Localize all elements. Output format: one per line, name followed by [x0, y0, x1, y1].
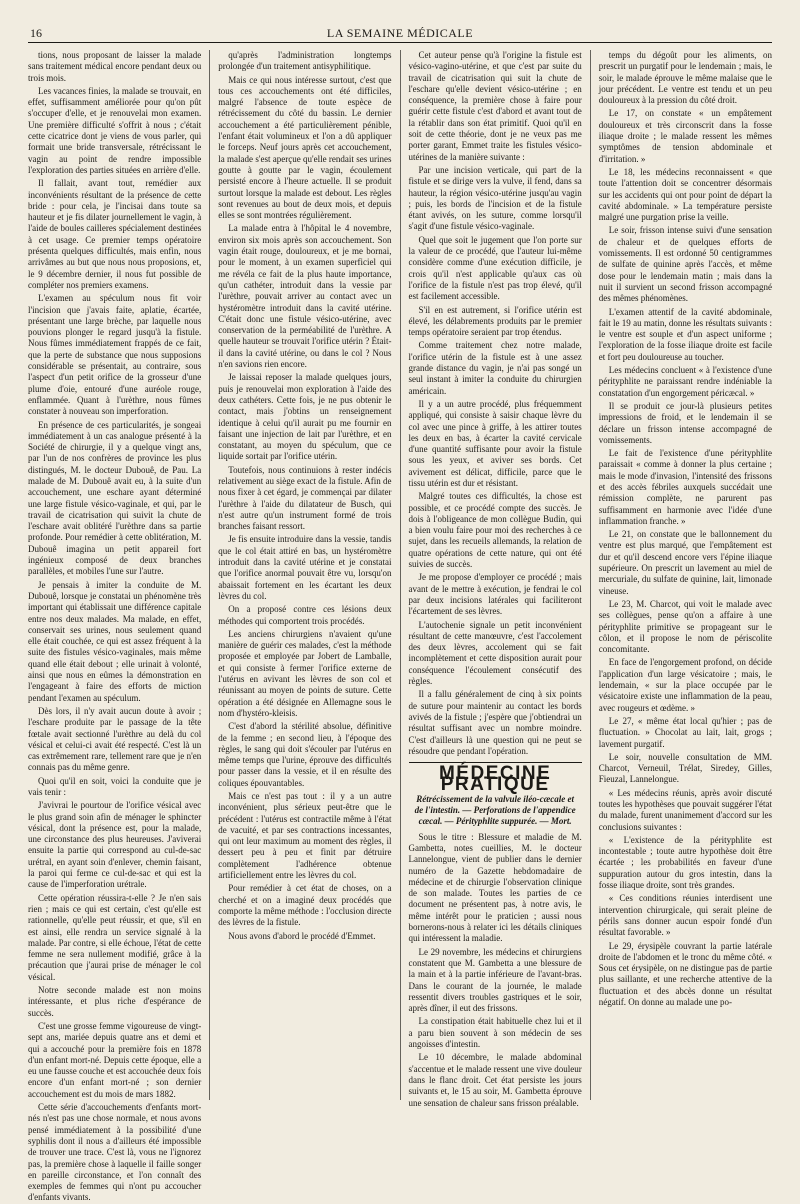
- paragraph: Les anciens chirurgiens n'avaient qu'une manière de guérir ces malades, c'est la méthode proposée et employée par Jobert de Lamballe, et qui consiste à fermer l'orifice externe de l'utérus en avivant les lèvres de son col et réunissant au moyen de points de suture. Cette opération a été désignée en Allemagne sous le nom d'hystéro-kleisis.: [218, 628, 392, 718]
- paragraph: Le 18, les médecins reconnaissent « que toute l'attention doit se concentrer désormais sur les accidents qui ont pour point de départ la cavité abdominale. » La température persiste malgré une purgation prise la veille.: [598, 166, 772, 223]
- paragraph: temps du dégoût pour les aliments, on prescrit un purgatif pour le lendemain ; mais, le soir, le malade éprouve le même malaise que le jour précédent. Le ventre est tendu et un peu douloureux à la pression du côté droit.: [598, 50, 772, 106]
- paragraph: Je me propose d'employer ce procédé ; mais avant de le mettre à exécution, je fendrai le col par deux incisions latérales qui faciliteront l'écartement de ses lèvres.: [408, 572, 582, 617]
- paragraph: Je fis ensuite introduire dans la vessie, tandis que le col était attiré en bas, un hystéromètre introduit dans la cavité utérine et je constatai que l'orifice anormal pouvait être vu, lorsqu'on abaissait fortement en les écartant les deux lèvres du col.: [218, 534, 392, 601]
- column-divider: [400, 50, 401, 1100]
- paragraph: Mais ce qui nous intéresse surtout, c'est que tous ces accouchements ont été difficiles, malgré l'absence de toute espèce de rétrécissement du côté du bassin. Le dernier accouchement a été particulièrement pénible, l'enfant était volumineux et l'on a dû appliquer le forceps. Neuf jours après cet accouchement, la malade s'est aperçue qu'elle rendait ses urines goutte à goutte par le vagin, écoulement persisté encore à l'heure actuelle. Il se produit surtout lorsque la malade est debout. Les règles sont revenues au bout de deux mois, et depuis elles se sont montrées régulièrement.: [218, 74, 392, 221]
- paragraph: Pour remédier à cet état de choses, on a cherché et on a imaginé deux procédés que comporte la même méthode : l'occlusion directe des lèvres de la fistule.: [218, 883, 392, 928]
- paragraph: Il a fallu généralement de cinq à six points de suture pour maintenir au contact les bords avivés de la fistule ; j'espère que j'obtiendrai un résultat suffisant avec un nombre moindre. C'est d'ailleurs là une question qui ne peut se résoudre que pendant l'opération.: [408, 689, 582, 756]
- paragraph: J'avivrai le pourtour de l'orifice vésical avec le plus grand soin afin de ménager le sphincter vésical, dont la présence est, pour la malade, une circonstance des plus heureuses. J'aviverai ensuite la partie qui correspond au cul-de-sac urétral, en ayant soin d'enlever, chemin faisant, la paroi qui ferme ce cul-de-sac et qui est la cause de l'imperforation urétrale.: [28, 800, 202, 890]
- header-rule: [28, 42, 772, 43]
- paragraph: L'autochenie signale un petit inconvénient résultant de cette manœuvre, c'est l'accolement des deux lèvres, accolement qui se fait incomplètement et cette disposition aurait pour conséquence l'écoulement consécutif des règles.: [408, 619, 582, 687]
- paragraph: La constipation était habituelle chez lui et il a paru bien souvent à son médecin de ses angoisses d'intestin.: [408, 1016, 582, 1050]
- column-4: [599, 50, 772, 1100]
- paragraph: Je laissai reposer la malade quelques jours, puis je renouvelai mon exploration à l'aide des deux cathéters. Cette fois, je ne pus obtenir le contact, mais j'obtins un renseignement identique à celui qu'il aurait pu me fournir en faisant une injection de lait par l'urèthre, et en constatant, au moyen du spéculum, que ce liquide sortait par l'orifice utérin.: [218, 372, 392, 462]
- paragraph: « Ces conditions réunies interdisent une intervention chirurgicale, qui serait pleine de périls sans donner aucun espoir fondé d'un résultat favorable. »: [598, 893, 772, 938]
- paragraph: qu'après l'administration longtemps prolongée d'un traitement antisyphilitique.: [218, 50, 392, 72]
- paragraph: Le 29, érysipèle couvrant la partie latérale droite de l'abdomen et le tronc du même côté. « Sous cet érysipèle, on ne distingue pas de partie plus saillante, et une recherche attentive de la fluctuation et des abcès donne un résultat négatif. On donne au malade une po-: [598, 940, 772, 1008]
- paragraph: Les vacances finies, la malade se trouvait, en effet, suffisamment améliorée pour qu'on pût s'occuper d'elle, et je renouvelai mon examen. Une première difficulté s'offrit à nous ; c'était cette cicatrice dont je viens de vous parler, qui formait une bride transversale, rétrécissant le vagin au point de rendre impossible l'exploration des parties situées en arrière d'elle.: [28, 85, 202, 175]
- paragraph: C'est une grosse femme vigoureuse de vingt-sept ans, mariée depuis quatre ans et demi et qui a accouché pour la première fois en 1878 d'un enfant mort-né. Depuis cette époque, elle a eu une fausse couche et est accouchée deux fois encore d'un enfant mort-né ; son dernier accouchement est du mois de mars 1882.: [28, 1020, 202, 1099]
- paragraph: S'il en est autrement, si l'orifice utérin est élevé, les délabrements produits par le premier temps opératoire seraient par trop étendus.: [408, 304, 582, 338]
- paragraph: Toutefois, nous continuions à rester indécis relativement au siège exact de la fistule. Afin de nous fixer à cet égard, je commençai par dilater l'urèthre à l'aide du dilatateur de Busch, qui n'est autre qu'un instrument formé de trois branches faisant ressort.: [218, 464, 392, 532]
- column-1: [28, 50, 202, 1203]
- paragraph: Cette opération réussira-t-elle ? Je n'en sais rien ; mais ce qui est certain, c'est qu'elle est rationnelle, qu'elle peut réussir, et que, s'il en est ainsi, elle rendra un service signalé à la malade. Par contre, si elle échoue, l'état de cette femme ne sera nullement modifié, grâce à la précaution que j'aurai prise de ménager le col vésical.: [28, 892, 202, 982]
- paragraph: Quel que soit le jugement que l'on porte sur la valeur de ce procédé, que l'auteur lui-même considère comme d'une exécution difficile, je crois qu'il n'est applicable qu'aux cas où l'orifice de la fistule n'est pas trop élevé, qu'il est facilement accessible.: [408, 234, 582, 302]
- paragraph: Les médecins concluent « à l'existence d'une pérityphlite ne paraissant rendre indéniable la constatation d'un engorgement péricæcal. »: [598, 365, 772, 398]
- column-divider: [590, 50, 591, 1100]
- paragraph: Sous le titre : Blessure et maladie de M. Gambetta, notes cueillies, M. le docteur Lannelongue, vient de publier dans le dernier numéro de la Gazette hebdomadaire de médecine et de chirurgie l'observation clinique de son malade. Toutes les parties de ce document ne présentent pas, à notre avis, le même intérêt pour le praticien ; aussi nous bornerons-nous à relater ici les détails cliniques qui intéressent la maladie.: [408, 831, 582, 944]
- paragraph: Le 10 décembre, le malade abdominal s'accentue et le malade ressent une vive douleur dans le flanc droit. Cet état persiste les jours suivants et, le 15 au soir, M. Gambetta éprouve une sensation de chaleur sans frisson préalable.: [408, 1052, 582, 1108]
- paragraph: « L'existence de la pérityphlite est incontestable ; toute autre hypothèse doit être écartée ; les probabilités en faveur d'une suppuration autour du gros intestin, dans la fosse iliaque droite, sont très grandes.: [598, 834, 772, 891]
- paragraph: Mais ce n'est pas tout : il y a un autre inconvénient, plus sérieux peut-être que le précédent : l'utérus est contractile même à l'état de vacuité, et par ses contractions incessantes, qui ont leur maximum au moment des règles, il dessert peu à peu et finit par détruire complètement l'adhérence obtenue artificiellement entre les lèvres du col.: [218, 791, 392, 881]
- paragraph: Le 17, on constate « un empâtement douloureux et très circonscrit dans la fosse iliaque droite ; le malade ressent les mêmes symptômes de tension abdominale et d'irritation. »: [598, 108, 772, 164]
- paragraph: Par une incision verticale, qui part de la fistule et se dirige vers la vulve, il fend, dans sa hauteur, la région vésico-utérine jusqu'au vagin ; puis, les bords de l'incision et de la fistule étant avivés, on les suture, comme lorsqu'il s'agit d'une fistule vésico-vaginale.: [408, 164, 582, 232]
- paragraph: En face de l'engorgement profond, on décide l'application d'un large vésicatoire ; mais, le lendemain, « sur la place occupée par le vésicatoire existe une inflammation de la peau, avec rougeurs et œdème. »: [598, 657, 772, 713]
- paragraph: Le 29 novembre, les médecins et chirurgiens constatent que M. Gambetta a une blessure de la main et à la partie inférieure de l'avant-bras. Dans le courant de la journée, le malade ressentit divers troubles gastriques et le soir, après dîner, il eut des frissons.: [408, 946, 582, 1014]
- paragraph: Cette série d'accouchements d'enfants mort-nés n'est pas une chose normale, et nous avons pensé immédiatement à la possibilité d'une syphilis dont il nous a d'ailleurs été impossible de trouver une trace. C'est là, vous ne l'ignorez pas, la première chose à laquelle il faille songer en pareille circonstance, et l'on connaît des exemples de femmes qui n'ont pu accoucher d'enfants vivants.: [28, 1102, 202, 1203]
- columns: [28, 50, 772, 1203]
- page-number: 16: [30, 26, 42, 40]
- paragraph: La malade entra à l'hôpital le 4 novembre, environ six mois après son accouchement. Son vagin était rouge, douloureux, et je me bornai, pour le moment, à un examen superficiel qui me révéla ce fait de la plus haute importance, qu'un cathéter, introduit dans la vessie par l'urèthre, pouvait arriver au contact avec un hystéromètre introduit dans la cavité utérine. C'était donc une fistule vésico-utérine, avec conservation de la perméabilité de l'urèthre. A quelle hauteur se trouvait l'orifice utérin ? Était-il dans la cavité utérine, ou dans le col ? Nous n'en savions rien encore.: [218, 223, 392, 370]
- paragraph: Il y a un autre procédé, plus fréquemment appliqué, qui consiste à saisir chaque lèvre du col avec une pince à griffe, à les attirer toutes les deux en bas, à écarter la cavité cervicale d'une quantité suffisante pour avoir la fistule sous les yeux, et aviver ses bords. Cet avivement est délicat, difficile, parce que le tissu utérin est dur et résistant.: [408, 398, 582, 488]
- paragraph: Quoi qu'il en soit, voici la conduite que je vais tenir :: [28, 775, 202, 797]
- paragraph: Le soir, frisson intense suivi d'une sensation de chaleur et de quelques efforts de vomissements. Il est ordonné 50 centigrammes de sulfate de quinine après l'accès, et même dose pour le lendemain matin ; mais dans la nuit il survient un second frisson accompagné des mêmes phénomènes.: [598, 225, 772, 304]
- column-3: [408, 50, 582, 1108]
- paragraph: On a proposé contre ces lésions deux méthodes qui comportent trois procédés.: [218, 604, 392, 626]
- paragraph: Comme traitement chez notre malade, l'orifice utérin de la fistule est à une assez grande distance du vagin, je n'ai pas songé un seul instant à imiter la conduite du chirurgien américain.: [408, 340, 582, 396]
- paragraph: Il se produit ce jour-là plusieurs petites impressions de froid, et le lendemain il se déclare un frisson intense accompagné de vomissements.: [598, 400, 772, 445]
- paragraph: Le 27, « même état local qu'hier ; pas de fluctuation. » Chocolat au lait, lait, grogs ; lavement purgatif.: [598, 715, 772, 749]
- paragraph: En présence de ces particularités, je songeai immédiatement à un cas analogue présenté à la Société de chirurgie, il y a quelque vingt ans, par l'un de nos confrères de province les plus distingués, M. le docteur Dubouê, de Pau. La malade de M. Dubouê avait eu, à la suite d'un accouchement, une eschare ayant déterminé une large fistule vésico-vaginale, et qui, par le travail de cicatrisation qui suivit la chute de l'eschare avait oblitéré l'urèthre dans sa partie profonde. Pour remédier à cette oblitération, M. Dubouê imagina un petit appareil fort ingénieux composé de deux branches parallèles, et mobiles l'une sur l'autre.: [28, 419, 202, 577]
- paragraph: Cet auteur pense qu'à l'origine la fistule est vésico-vagino-utérine, et que c'est par suite du travail de cicatrisation qui suit la chute de l'eschare qu'elle devient vésico-utérine ; en conséquence, la première chose à faire pour guérir cette fistule c'est d'abord et avant tout de la rétablir dans son état primitif. Quoi qu'il en soit de cette théorie, dont je ne veux pas me porter garant, Emmet traite les fistules vésico-utérines de la manière suivante :: [408, 50, 582, 162]
- paragraph: Il fallait, avant tout, remédier aux inconvénients résultant de la présence de cette bride : pour cela, je l'incisai dans toute sa hauteur et je fis dilater journellement le vagin, à l'aide de boules cailleres spécialement destinées à cet usage. Ce premier temps opératoire présenta quelques difficultés, mais enfin, nous arrivâmes au but que nous nous proposions, et, le 9 décembre dernier, il nous fut possible de compléter nos premiers examens.: [28, 178, 202, 290]
- paragraph: C'est d'abord la stérilité absolue, définitive de la femme ; en second lieu, à l'époque des règles, le sang qui doit s'écouler par l'utérus en même temps que l'urine, éprouve des difficultés pour passer dans la vessie, et il en résulte des coliques épouvantables.: [218, 721, 392, 788]
- section-subtitle: Rétrécissement de la valvule iléo-cæcale et de l'intestin. — Perforations de l'appendice cæcal. — Pérityphlite suppurée. — Mort.: [414, 793, 576, 826]
- paragraph: tions, nous proposant de laisser la malade sans traitement médical encore pendant deux ou trois mois.: [28, 50, 202, 83]
- paragraph: Le fait de l'existence d'une pérityphlite paraissait « comme à donner la plus certaine ; mais le mode d'invasion, l'intensité des frissons et des accès fébriles auxquels succédait une rémission complète, ne parurent pas suffisamment en harmonie avec l'idée d'une inflammation franche. »: [598, 448, 772, 526]
- paragraph: L'examen au spéculum nous fit voir l'incision que j'avais faite, aplatie, écartée, présentant une large brèche, par laquelle nous pouvions plonger le regard jusqu'à la fistule. Nous fûmes immédiatement frappés de ce fait, que la perte de substance que nous supposions considérable se présentait, au contraire, sous l'aspect d'un petit orifice de la grosseur d'une plume d'oie, entouré d'une auréole rouge, enflammée. Quant à l'urèthre, nous fûmes constater à nouveau son imperforation.: [28, 293, 202, 417]
- running-title: LA SEMAINE MÉDICALE: [326, 26, 474, 40]
- paragraph: Dès lors, il n'y avait aucun doute à avoir ; l'eschare produite par le passage de la tête fœtale avait sectionné l'urèthre au delà du col vésical et celui-ci avait été respecté. C'est là un cas extrêmement rare, tellement rare que je n'en connais pas du même genre.: [28, 705, 202, 773]
- paragraph: Nous avons d'abord le procédé d'Emmet.: [228, 930, 376, 941]
- paragraph: Le 23, M. Charcot, qui voit le malade avec ses collègues, pense qu'on a affaire à une pérityphlite primitive se propageant sur le côlon, et il propose le nom de périscolite concomitante.: [598, 598, 772, 655]
- column-2: [218, 50, 391, 1100]
- paragraph: « Les médecins réunis, après avoir discuté toutes les hypothèses que pouvait suggérer l'état du malade, furent unanimement d'accord sur les conclusions suivantes :: [598, 787, 772, 832]
- paragraph: Le 21, on constate que le ballonnement du ventre est plus marqué, que l'empâtement est dur et qu'il descend encore vers l'épine iliaque supérieure. On prescrit un lavement au miel de mercuriale, du sulfate de quinine, lait, limonade vineuse.: [598, 529, 772, 596]
- paragraph: Notre seconde malade est non moins intéressante, et plus riche d'espérance de succès.: [28, 985, 202, 1018]
- paragraph: Je pensais à imiter la conduite de M. Dubouê, lorsque je constatai un phénomène très important qui établissait une différence capitale entre nos deux malades. Ma malade, en effet, conservait ses urines, nous seulement quand elle était couchée, ce qui est assez fréquent à la suite des fistules vésico-vaginales, mais même quand elle était debout ; elle urinait à volonté, ainsi que nous en eûmes la démonstration en l'engageant à faire des efforts de miction pendant l'examen au spéculum.: [28, 579, 202, 703]
- paragraph: Malgré toutes ces difficultés, la chose est possible, et ce procédé compte des succès. Je dois à l'obligeance de mon collègue Budin, qui a bien voulu faire pour moi des recherches à ce sujet, dans les recueils allemands, la relation de quatre opérations de cette nature, qui ont été suivies de succès.: [408, 491, 582, 570]
- paragraph: L'examen attentif de la cavité abdominale, fait le 19 au matin, donne les résultats suivants : le ventre est souple et d'un aspect uniforme ; l'exploration de la fosse iliaque droite est facile et fort peu douloureuse au toucher.: [598, 306, 772, 362]
- paragraph: Le soir, nouvelle consultation de MM. Charcot, Verneuil, Trélat, Siredey, Gilles, Fieuzal, Lannelongue.: [598, 751, 772, 785]
- section-title: MÉDECINE PRATIQUE: [438, 763, 552, 796]
- column-divider: [209, 50, 210, 1100]
